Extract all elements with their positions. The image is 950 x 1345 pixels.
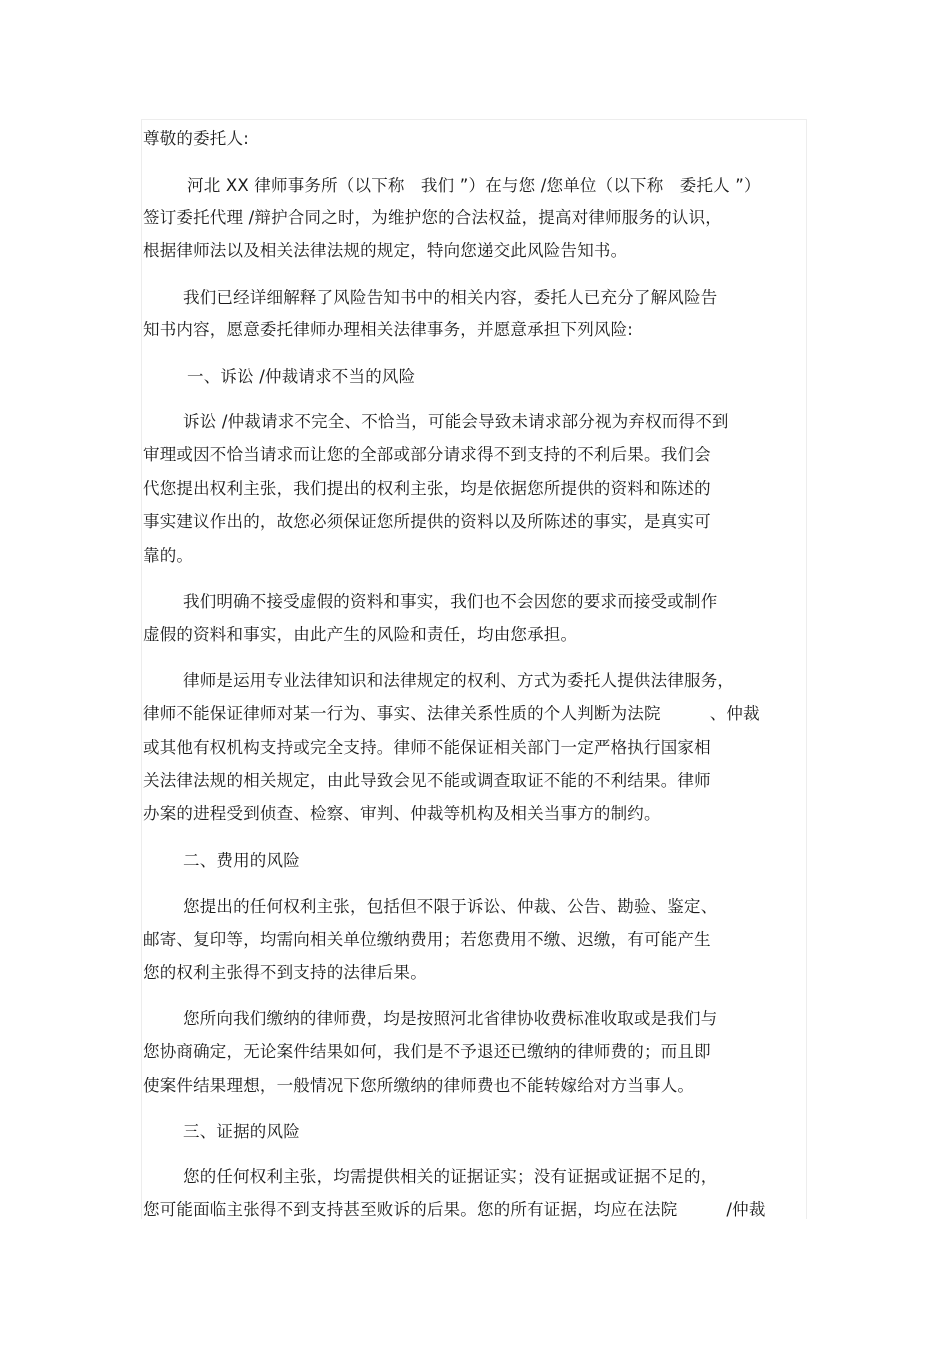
paragraph-8-line-1: 您的任何权利主张，均需提供相关的证据证实；没有证据或证据不足的，: [183, 1167, 718, 1186]
paragraph-3-line-2: 审理或因不恰当请求而让您的全部或部分请求得不到支持的不利后果。我们会: [143, 445, 711, 464]
paragraph-3-line-3: 代您提出权利主张，我们提出的权利主张，均是依据您所提供的资料和陈述的: [143, 479, 711, 498]
paragraph-3-line-1: 诉讼 /仲裁请求不完全、不恰当，可能会导致未请求部分视为弃权而得不到: [183, 412, 729, 431]
paragraph-1-line-1: 河北 XX 律师事务所（以下称 我们 ”）在与您 /您单位（以下称 委托人 ”）: [187, 176, 761, 195]
paragraph-3-line-5: 靠的。: [143, 546, 194, 565]
paragraph-6-line-2: 邮寄、复印等，均需向相关单位缴纳费用；若您费用不缴、迟缴，有可能产生: [143, 930, 711, 949]
paragraph-6-line-1: 您提出的任何权利主张，包括但不限于诉讼、仲裁、公告、勘验、鉴定、: [183, 897, 718, 916]
paragraph-8-line-2: 您可能面临主张得不到支持甚至败诉的后果。您的所有证据，均应在法院 /仲裁: [143, 1200, 766, 1219]
paragraph-4-line-1: 我们明确不接受虚假的资料和事实，我们也不会因您的要求而接受或制作: [183, 592, 718, 611]
paragraph-7-line-1: 您所向我们缴纳的律师费，均是按照河北省律协收费标准收取或是我们与: [183, 1009, 718, 1028]
paragraph-5-line-5: 办案的进程受到侦查、检察、审判、仲裁等机构及相关当事方的制约。: [143, 804, 661, 823]
paragraph-5-line-2: 律师不能保证律师对某一行为、事实、法律关系性质的个人判断为法院 、仲裁: [143, 704, 760, 723]
paragraph-2-line-2: 知书内容，愿意委托律师办理相关法律事务，并愿意承担下列风险:: [143, 320, 634, 339]
section-heading-3: 三、证据的风险: [183, 1122, 300, 1141]
paragraph-5-line-1: 律师是运用专业法律知识和法律规定的权利、方式为委托人提供法律服务，: [183, 671, 735, 690]
paragraph-2-line-1: 我们已经详细解释了风险告知书中的相关内容，委托人已充分了解风险告: [183, 288, 718, 307]
paragraph-5-line-3: 或其他有权机构支持或完全支持。律师不能保证相关部门一定严格执行国家相: [143, 738, 711, 757]
salutation: 尊敬的委托人:: [143, 129, 249, 148]
paragraph-1-line-2: 签订委托代理 /辩护合同之时，为维护您的合法权益，提高对律师服务的认识，: [143, 208, 723, 227]
paragraph-6-line-3: 您的权利主张得不到支持的法律后果。: [143, 963, 427, 982]
paragraph-5-line-4: 关法律法规的相关规定，由此导致会见不能或调查取证不能的不利结果。律师: [143, 771, 711, 790]
section-heading-2: 二、费用的风险: [183, 851, 300, 870]
section-heading-1: 一、诉讼 /仲裁请求不当的风险: [187, 367, 416, 386]
paragraph-1-line-3: 根据律师法以及相关法律法规的规定，特向您递交此风险告知书。: [143, 241, 628, 260]
paragraph-3-line-4: 事实建议作出的，故您必须保证您所提供的资料以及所陈述的事实，是真实可: [143, 512, 711, 531]
paragraph-7-line-3: 使案件结果理想，一般情况下您所缴纳的律师费也不能转嫁给对方当事人。: [143, 1076, 695, 1095]
paragraph-4-line-2: 虚假的资料和事实，由此产生的风险和责任，均由您承担。: [143, 625, 578, 644]
paragraph-7-line-2: 您协商确定，无论案件结果如何，我们是不予退还已缴纳的律师费的；而且即: [143, 1042, 711, 1061]
